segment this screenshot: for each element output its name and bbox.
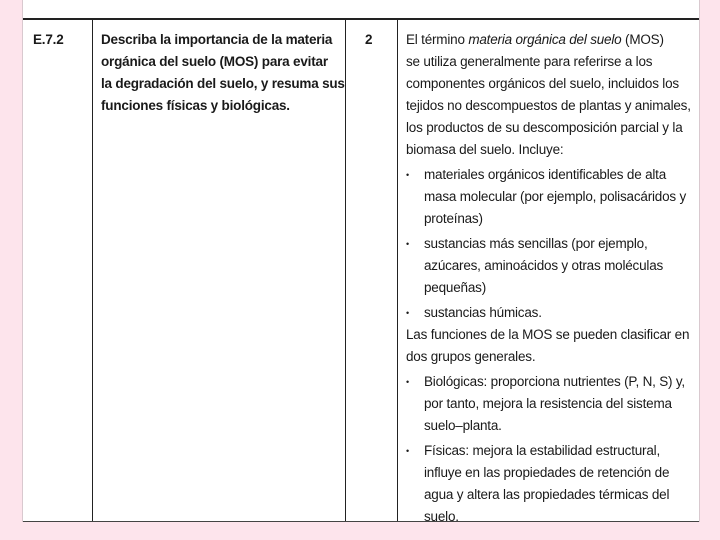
list-item — [406, 440, 696, 528]
question-line: orgánica del suelo (MOS) para evitar — [101, 54, 328, 69]
list-item-line: suelo. — [424, 509, 459, 524]
list-item-line: Biológicas: proporciona nutrientes (P, N, S) y, — [424, 374, 685, 389]
bullet-icon: • — [406, 170, 409, 180]
bullet-icon: • — [406, 446, 409, 456]
list-item-line: agua y altera las propiedades térmicas del — [424, 487, 670, 502]
list-item — [406, 164, 696, 230]
list-item — [406, 302, 696, 324]
list-item-line: Físicas: mejora la estabilidad estructural, — [424, 443, 661, 458]
intro-suffix: (MOS) — [621, 32, 664, 47]
list-item — [406, 371, 696, 437]
answer-line: se utiliza generalmente para referirse a los — [406, 54, 653, 69]
answer-intro-line — [406, 29, 696, 51]
list-item-line: masa molecular (por ejemplo, polisacáridos y — [424, 189, 687, 204]
question-line: la degradación del suelo, y resuma sus — [101, 76, 345, 91]
answer-line: componentes orgánicos del suelo, incluidos los — [406, 76, 679, 91]
answer-line: biomasa del suelo. Incluye: — [406, 142, 564, 157]
list-item-line: pequeñas) — [424, 280, 487, 295]
bullet-icon: • — [406, 377, 409, 387]
list-item-line: por tanto, mejora la resistencia del sistema — [424, 396, 672, 411]
list-item-line: suelo–planta. — [424, 418, 502, 433]
list-item-line: azúcares, aminoácidos y otras moléculas — [424, 258, 664, 273]
bullet-icon: • — [406, 308, 409, 318]
list-item-line: materiales orgánicos identificables de alta — [424, 167, 667, 182]
list-item-line: sustancias más sencillas (por ejemplo, — [424, 236, 648, 251]
question-line: funciones físicas y biológicas. — [101, 98, 290, 113]
answer-line: los productos de su descomposición parcial y la — [406, 120, 683, 135]
question-id: E.7.2 — [33, 32, 64, 47]
intro-prefix: El término — [406, 32, 469, 47]
intro-term: materia orgánica del suelo — [468, 32, 622, 47]
answer-line: Las funciones de la MOS se pueden clasificar en — [406, 327, 690, 342]
question-line: Describa la importancia de la materia — [101, 32, 333, 47]
answer-line: dos grupos generales. — [406, 349, 536, 364]
list-item-line: sustancias húmicas. — [424, 305, 542, 320]
column-divider — [92, 20, 93, 521]
list-item-line: influye en las propiedades de retención de — [424, 465, 670, 480]
answer-line: tejidos no descompuestos de plantas y animales, — [406, 98, 691, 113]
answer-text — [406, 29, 696, 528]
document-page — [22, 0, 700, 522]
column-divider — [397, 20, 398, 521]
question-text — [101, 29, 346, 117]
bullet-icon: • — [406, 239, 409, 249]
points-value: 2 — [365, 32, 373, 47]
list-item-line: proteínas) — [424, 211, 483, 226]
answer-table — [23, 18, 699, 522]
list-item — [406, 233, 696, 299]
